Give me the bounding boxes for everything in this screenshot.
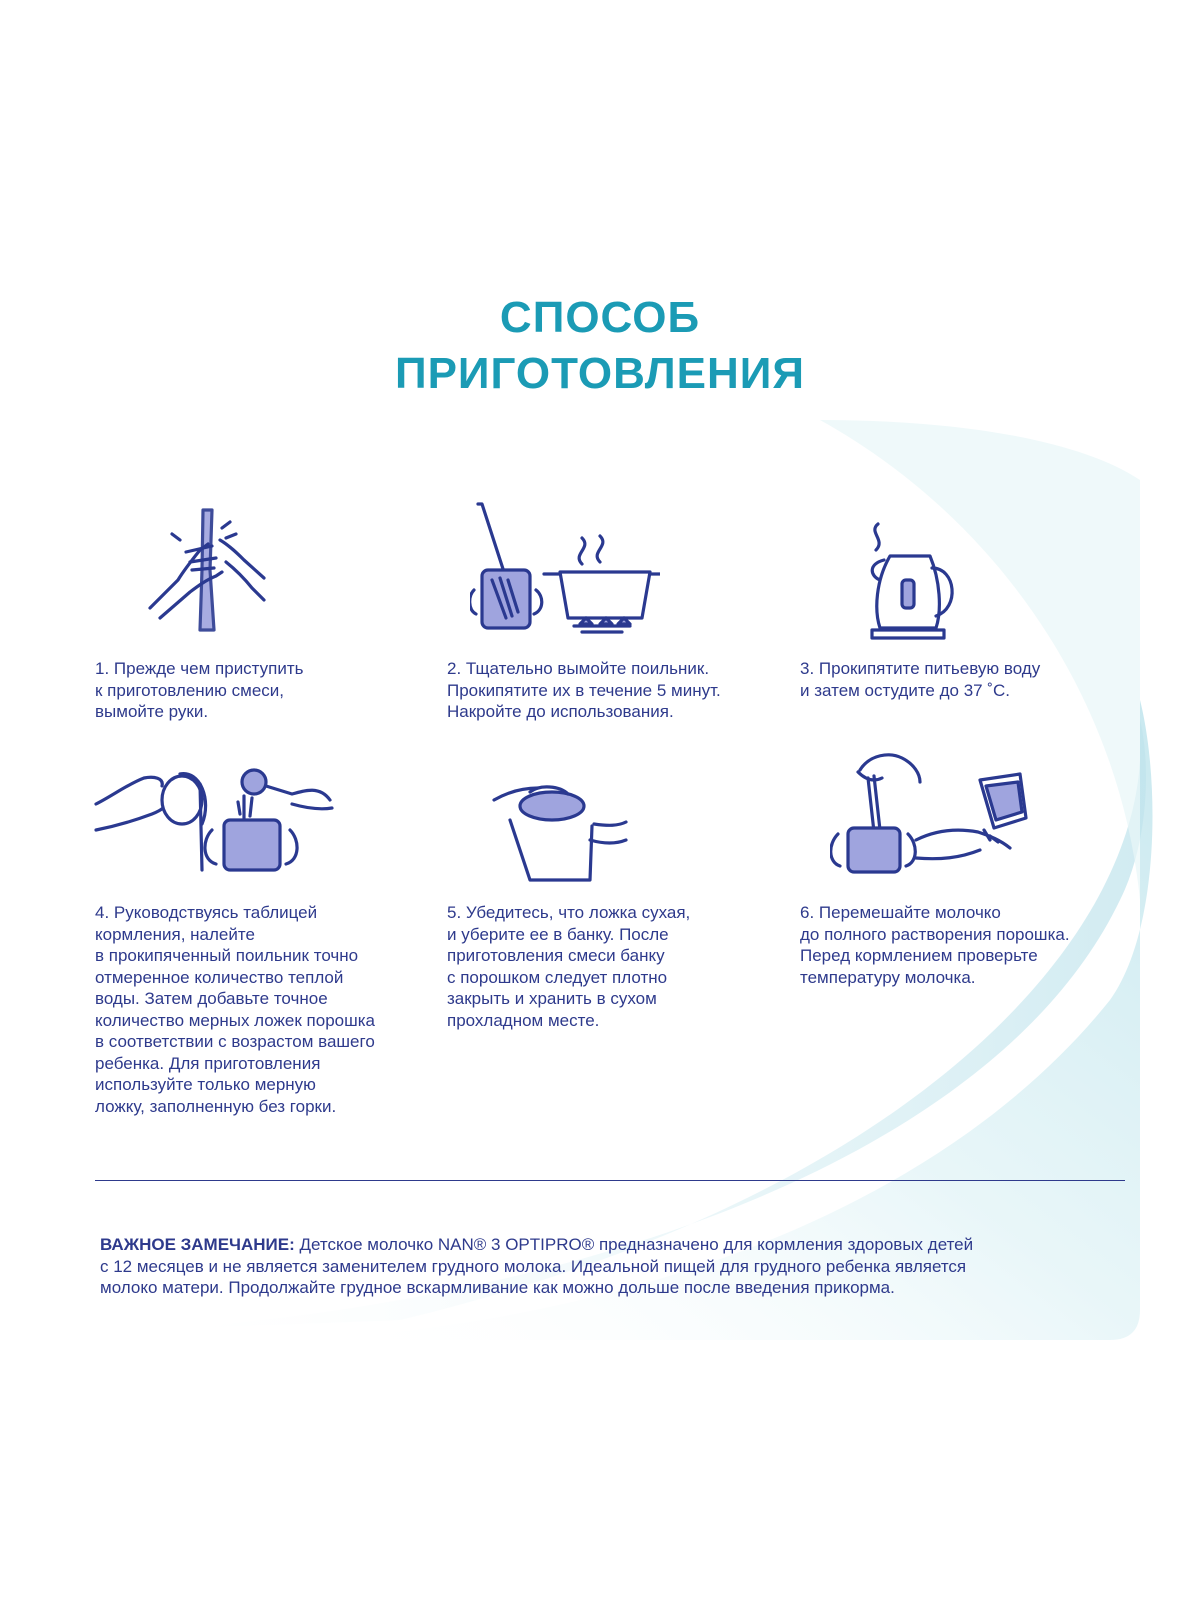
stir-and-test-icon [830, 750, 1030, 880]
step-1-text: 1. Прежде чем приступить к приготовлению смеси, вымойте руки. [95, 659, 304, 721]
close-can-icon [490, 780, 630, 890]
step-3-text: 3. Прокипятите питьевую воду и затем остудите до 37 ˚С. [800, 659, 1041, 700]
measure-powder-icon [92, 760, 342, 880]
wash-hands-icon [140, 500, 280, 640]
important-note [100, 1234, 1130, 1299]
kettle-icon [860, 520, 970, 640]
important-note-text: Детское молочко NAN® 3 OPTIPRO® предназначено для кормления здоровых детей с 12 месяцев и не является заменителем грудного молока. Идеальной пищей для грудного ребенка является молоко матери. Продолжайте грудное вскармливание как можно дольше после введения прикорма. [100, 1235, 974, 1297]
step-5-text: 5. Убедитесь, что ложка сухая, и уберите ее в банку. После приготовления смеси банку с порошком следует плотно закрыть и хранить в сухом прохладном месте. [447, 903, 691, 1030]
sterilize-bottle-icon [470, 500, 660, 640]
page-title [0, 290, 1200, 402]
section-divider [95, 1180, 1125, 1181]
important-note-label: ВАЖНОЕ ЗАМЕЧАНИЕ: [100, 1235, 295, 1254]
step-2-text: 2. Тщательно вымойте поильник. Прокипятите их в течение 5 минут. Накройте до использования. [447, 659, 721, 721]
title-line-2: ПРИГОТОВЛЕНИЯ [394, 349, 806, 398]
step-6-text: 6. Перемешайте молочко до полного растворения порошка. Перед кормлением проверьте температуру молочка. [800, 903, 1070, 987]
step-4-text: 4. Руководствуясь таблицей кормления, налейте в прокипяченный поильник точно отмеренное количество теплой воды. Затем добавьте точное количество мерных ложек порошка в соответствии с возрастом вашего ребенка. Для приготовления используйте только мерную ложку, заполненную без горки. [95, 903, 376, 1116]
title-line-1: СПОСОБ [499, 293, 701, 342]
